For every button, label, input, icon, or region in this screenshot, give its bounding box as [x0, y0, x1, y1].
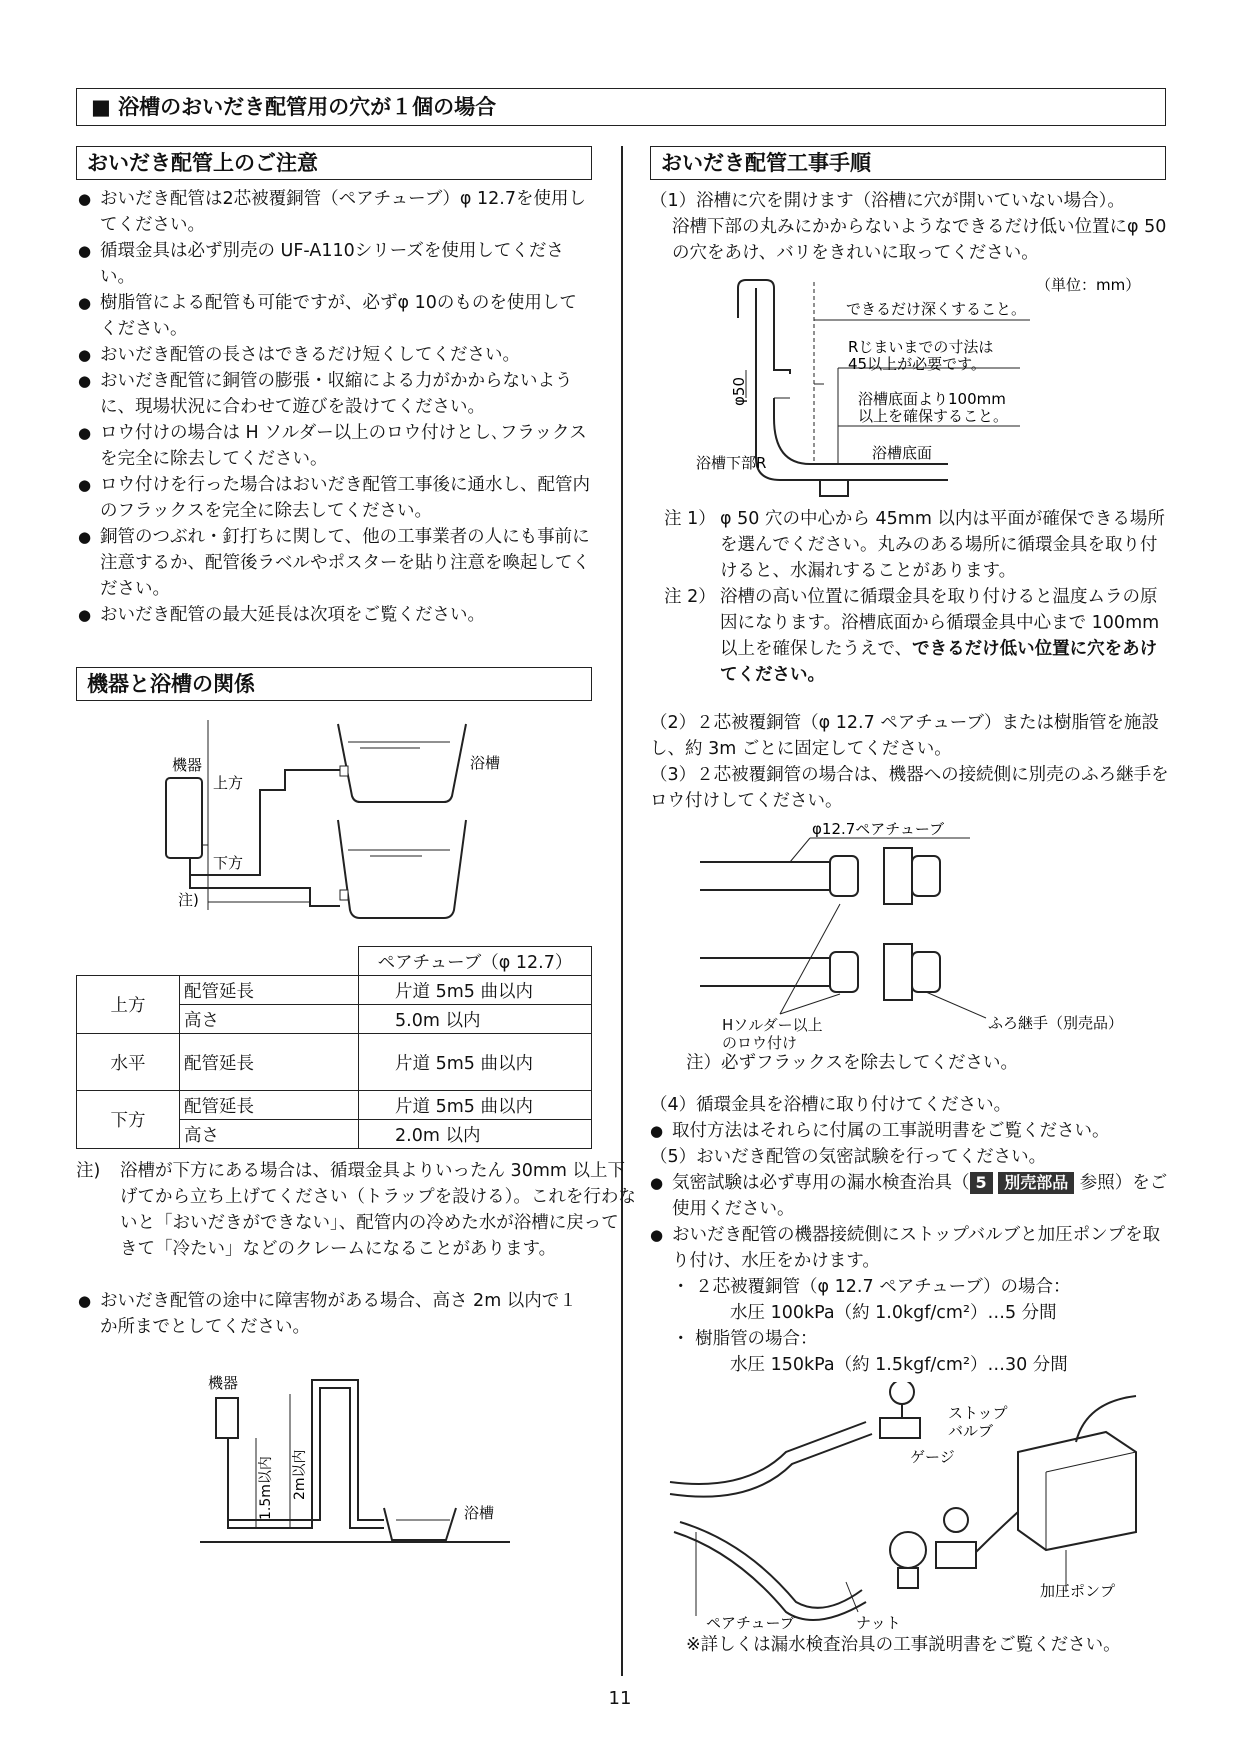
table-row: 水平 配管延長 片道 5m5 曲以内	[77, 1034, 592, 1091]
section-key-number: 5	[970, 1172, 993, 1194]
steps-2-3: （2）２芯被覆銅管（φ 12.7 ペアチューブ）または樹脂管を施設し、約 3m ごとに固定してください。 （3）２芯被覆銅管の場合は、機器への接続側に別売のふろ継手をロウ付けしてください。	[650, 713, 1169, 811]
leak-test-diagram	[666, 1382, 1166, 1630]
relation-heading: 機器と浴槽の関係	[76, 667, 592, 701]
list-item: ● 樹脂管による配管も可能ですが、必ずφ 10のものを使用してください。	[78, 290, 592, 342]
up-label: 上方	[213, 774, 244, 792]
list-item: ● ロウ付けの場合は H ソルダー以上のロウ付けとし､フラックスを完全に除去してください。	[78, 420, 592, 472]
list-item: ● ロウ付けを行った場合はおいだき配管工事後に通水し、配管内のフラックスを完全に除去してください。	[78, 472, 592, 524]
list-item: ● おいだき配管の最大延長は次項をご覧ください。	[78, 602, 592, 628]
deep-label: できるだけ深くすること。	[846, 300, 1027, 318]
tub-label: 浴槽	[470, 754, 501, 772]
nut-label: ナット	[856, 1614, 901, 1630]
section-key-label: 別売部品	[998, 1172, 1074, 1194]
height-1-label: 1.5m以内	[258, 1456, 274, 1520]
col-header: ペアチューブ（φ 12.7）	[359, 947, 592, 976]
r-label-2: 45以上が必要です。	[848, 355, 986, 373]
unit-label: 機器	[172, 756, 203, 774]
list-item: ● 気密試験は必ず専用の漏水検査治具（ 5 別売部品 参照）をご使用ください。	[650, 1170, 1170, 1222]
table-row: 高さ 2.0m 以内	[77, 1120, 592, 1149]
list-item: ● おいだき配管の途中に障害物がある場合、高さ 2m 以内で１か所までとしてください。	[78, 1288, 592, 1340]
unit-tub-relation-diagram	[160, 710, 520, 930]
relation-table	[76, 946, 592, 1149]
column-divider	[621, 146, 623, 1676]
valve-label-1: ストップ	[948, 1404, 1008, 1422]
joint-label: ふろ継手（別売品）	[988, 1014, 1124, 1032]
bottom-label-2: 以上を確保すること。	[858, 407, 1009, 425]
tub-r-label: 浴槽下部R	[696, 454, 767, 472]
gauge-label: ゲージ	[910, 1448, 955, 1466]
unit-label: 機器	[208, 1374, 239, 1392]
trap-note: 注) 浴槽が下方にある場合は、循環金具よりいったん 30mm 以上下げてから立ち上げてください（トラップを設ける）。これを行わないと「おいだきができない」、配管内の冷めた水が浴槽に戻ってきて「冷たい」などのクレームになることがあります。	[76, 1161, 636, 1259]
obstacle-note	[78, 1288, 592, 1340]
tub-bottom-label: 浴槽底面	[872, 444, 933, 462]
procedure-heading: おいだき配管工事手順	[650, 146, 1166, 180]
pump-label: 加圧ポンプ	[1040, 1582, 1116, 1600]
note-1: 注 1） φ 50 穴の中心から 45mm 以内は平面が確保できる場所を選んでください。丸みのある場所に循環金具を取り付けると、水漏れすることがあります。	[664, 509, 1165, 581]
note-mark: 注)	[178, 891, 199, 909]
caution-heading: おいだき配管上のご注意	[76, 146, 592, 180]
pipe-joint-diagram	[700, 818, 1160, 1038]
hole-position-diagram	[690, 268, 1160, 508]
footer-note: ※詳しくは漏水検査治具の工事説明書をご覧ください。	[686, 1635, 1121, 1655]
hole-notes	[664, 506, 1166, 688]
list-item: ● 銅管のつぶれ・釘打ちに関して、他の工事業者の人にも事前に注意するか、配管後ラベルやポスターを貼り注意を喚起してください。	[78, 524, 592, 602]
down-label: 下方	[213, 854, 244, 872]
note-2: 注 2） 浴槽の高い位置に循環金具を取り付けると温度ムラの原因になります。浴槽底面から循環金具中心まで 100mm 以上を確保したうえで、できるだけ低い位置に穴をあけてください。	[664, 587, 1160, 685]
list-item: ● 循環金具は必ず別売の UF-A110シリーズを使用してください。	[78, 238, 592, 290]
pair-tube-label: φ12.7ペアチューブ	[812, 820, 945, 838]
list-item: ● 取付方法はそれらに付属の工事説明書をご覧ください。	[650, 1118, 1170, 1144]
bottom-label-1: 浴槽底面より100mm	[858, 390, 1006, 408]
height-2-label: 2m以内	[292, 1449, 308, 1500]
solder-label: Hソルダー以上 のロウ付け	[722, 1016, 823, 1052]
page-banner: ■ 浴槽のおいだき配管用の穴が１個の場合	[76, 88, 1166, 126]
valve-label-2: バルブ	[948, 1422, 994, 1440]
r-label-1: Rじまいまでの寸法は	[848, 338, 994, 356]
list-item: ● おいだき配管の長さはできるだけ短くしてください。	[78, 342, 592, 368]
steps-4-5: （4）循環金具を浴槽に取り付けてください。 ● 取付方法はそれらに付属の工事説明書をご覧ください。 （5）おいだき配管の気密試験を行ってください。 ● 気密試験は必ず専用の漏水検査治具（ 5 別売部品 参照）をご使用ください。 ● おいだき配管の機器接続側にストップバルブと加圧ポンプを取り付け、水圧をかけます。 ・ ２芯被覆銅管（φ 12.7 ペアチューブ）の場合： 水圧 100kPa（約 1.0kgf/cm²）…5 分間 ・ 樹脂管の場合： 水圧 150kPa（約 1.5kgf/cm²）…30 分間	[650, 1092, 1170, 1378]
flux-note: 注）必ずフラックスを除去してください。	[686, 1053, 1018, 1073]
page-number: 11	[608, 1688, 632, 1709]
table-row: 上方 配管延長 片道 5m5 曲以内	[77, 976, 592, 1005]
list-item: ● おいだき配管の機器接続側にストップバルブと加圧ポンプを取り付け、水圧をかけます。	[650, 1222, 1170, 1274]
phi-label: φ50	[730, 377, 748, 406]
table-row: 下方 配管延長 片道 5m5 曲以内	[77, 1091, 592, 1120]
list-item: ● おいだき配管は2芯被覆銅管（ペアチューブ）φ 12.7を使用してください。	[78, 186, 592, 238]
unit-label: （単位：mm）	[1036, 276, 1141, 294]
list-item: ● おいだき配管に銅管の膨張・収縮による力がかからないように、現場状況に合わせて遊びを設けてください。	[78, 368, 592, 420]
tub-label: 浴槽	[464, 1504, 495, 1522]
caution-list	[78, 186, 592, 628]
step-1: （1）浴槽に穴を開けます（浴槽に穴が開いていない場合）。 浴槽下部の丸みにかからないようなできるだけ低い位置にφ 50 の穴をあけ、バリをきれいに取ってください。	[650, 191, 1167, 263]
pair-tube-label: ペアチューブ	[706, 1614, 795, 1630]
obstacle-diagram	[200, 1370, 520, 1560]
table-row: 高さ 5.0m 以内	[77, 1005, 592, 1034]
